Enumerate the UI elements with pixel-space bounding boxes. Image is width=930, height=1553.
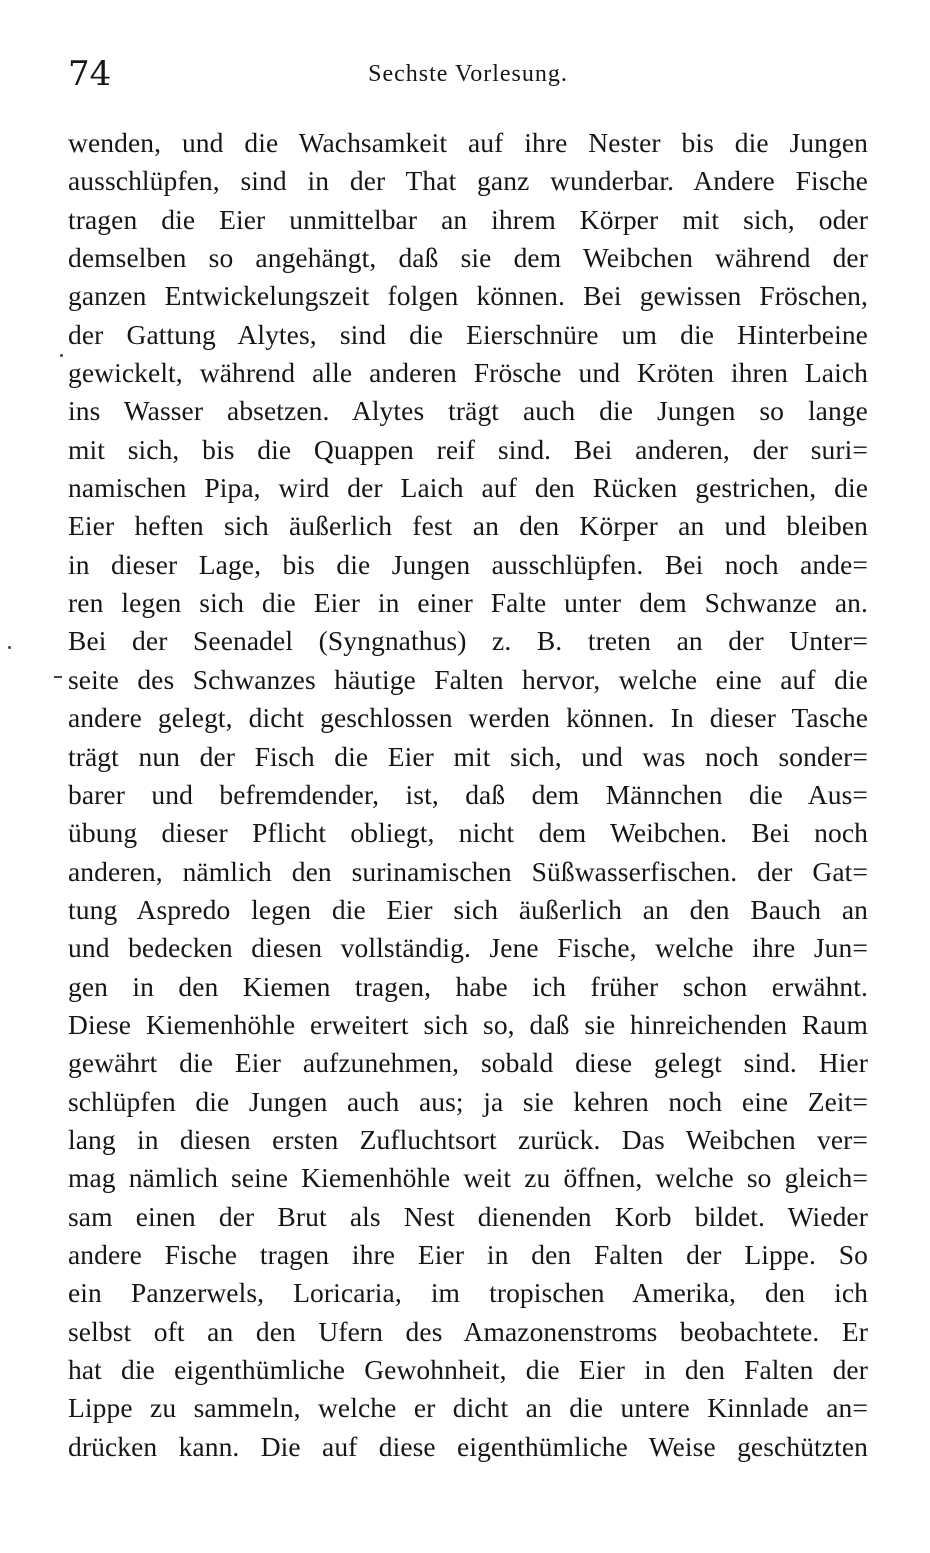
text-line: mit sich, bis die Quappen reif sind. Bei anderen, der suri= [68,433,868,465]
margin-speck [60,354,63,357]
text-line: gewickelt, während alle anderen Frösche und Kröten ihren Laich [68,357,868,389]
text-line: ren legen sich die Eier in einer Falte unter dem Schwanze an. [68,587,868,619]
text-line: trägt nun der Fisch die Eier mit sich, und was noch sonder= [68,740,868,772]
text-line: ein Panzerwels, Loricaria, im tropischen Amerika, den ich [68,1277,868,1309]
text-line: tung Aspredo legen die Eier sich äußerlich an den Bauch an [68,893,868,925]
text-line: lang in diesen ersten Zufluchtsort zurück. Das Weibchen ver= [68,1123,868,1155]
text-line: drücken kann. Die auf diese eigenthümliche Weise geschützten [68,1430,868,1462]
text-line: ins Wasser absetzen. Alytes trägt auch die Jungen so lange [68,395,868,427]
body-text [68,124,868,1466]
text-line: in dieser Lage, bis die Jungen ausschlüpfen. Bei noch ande= [68,548,868,580]
text-line: wenden, und die Wachsamkeit auf ihre Nester bis die Jungen [68,127,868,158]
text-line: Eier heften sich äußerlich fest an den Körper an und bleiben [68,510,868,542]
text-line: Diese Kiemenhöhle erweitert sich so, daß sie hinreichenden Raum [68,1008,868,1040]
text-line: übung dieser Pflicht obliegt, nicht dem Weibchen. Bei noch [68,817,868,849]
text-line: demselben so angehängt, daß sie dem Weibchen während der [68,242,868,274]
text-line: Lippe zu sammeln, welche er dicht an die untere Kinnlade an= [68,1392,868,1424]
text-line: barer und befremdender, ist, daß dem Männchen die Aus= [68,778,868,810]
text-line: ausschlüpfen, sind in der That ganz wunderbar. Andere Fische [68,165,868,197]
text-line: sam einen der Brut als Nest dienenden Korb bildet. Wieder [68,1200,868,1232]
text-line: schlüpfen die Jungen auch aus; ja sie kehren noch eine Zeit= [68,1085,868,1117]
text-line: ganzen Entwickelungszeit folgen können. Bei gewissen Fröschen, [68,280,868,312]
text-line: und bedecken diesen vollständig. Jene Fische, welche ihre Jun= [68,932,868,964]
page-header [68,50,868,98]
text-line: anderen, nämlich den surinamischen Süßwasserfischen. der Gat= [68,855,868,887]
running-head: Sechste Vorlesung. [368,61,568,87]
text-line: tragen die Eier unmittelbar an ihrem Körper mit sich, oder [68,203,868,235]
margin-speck [54,676,62,678]
text-line: andere Fische tragen ihre Eier in den Falten der Lippe. So [68,1238,868,1270]
text-line: gewährt die Eier aufzunehmen, sobald diese gelegt sind. Hier [68,1047,868,1079]
page-number: 74 [68,54,112,94]
text-line: andere gelegt, dicht geschlossen werden können. In dieser Tasche [68,702,868,734]
text-line: Bei der Seenadel (Syngnathus) z. B. treten an der Unter= [68,625,868,657]
text-line: selbst oft an den Ufern des Amazonenstroms beobachtete. Er [68,1315,868,1347]
text-line: mag nämlich seine Kiemenhöhle weit zu öffnen, welche so gleich= [68,1162,868,1194]
text-line: seite des Schwanzes häutige Falten hervor, welche eine auf die [68,663,868,695]
text-line: namischen Pipa, wird der Laich auf den Rücken gestrichen, die [68,472,868,504]
text-line: der Gattung Alytes, sind die Eierschnüre um die Hinterbeine [68,318,868,350]
margin-speck [8,646,11,649]
text-line: gen in den Kiemen tragen, habe ich früher schon erwähnt. [68,970,868,1002]
text-line: hat die eigenthümliche Gewohnheit, die Eier in den Falten der [68,1354,868,1385]
